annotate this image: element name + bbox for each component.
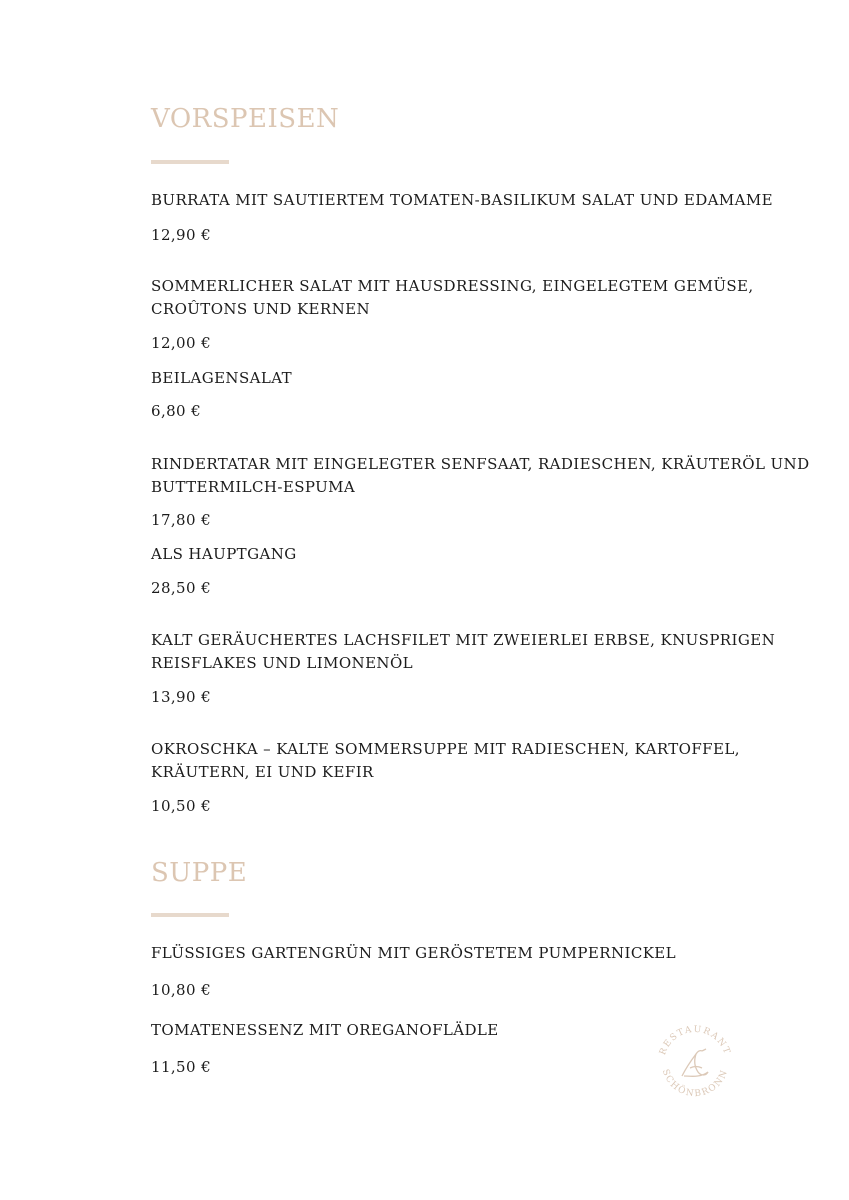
- menu-item-name-cont: CROÛTONS UND KERNEN: [151, 300, 370, 318]
- menu-item-price: 13,90 €: [151, 688, 212, 706]
- menu-item-name: OKROSCHKA – KALTE SOMMERSUPPE MIT RADIESCHEN, KARTOFFEL,: [151, 740, 740, 758]
- menu-item-price: 12,00 €: [151, 334, 212, 352]
- menu-item-price: 6,80 €: [151, 402, 202, 420]
- menu-item-price: 11,50 €: [151, 1058, 212, 1076]
- menu-item-price: 28,50 €: [151, 579, 212, 597]
- stamp-top-text: RESTAURANT: [658, 1024, 732, 1057]
- menu-item-name: RINDERTATAR MIT EINGELEGTER SENFSAAT, RADIESCHEN, KRÄUTERÖL UND: [151, 455, 810, 473]
- menu-item-name: SOMMERLICHER SALAT MIT HAUSDRESSING, EINGELEGTEM GEMÜSE,: [151, 277, 754, 295]
- menu-item-name-cont: KRÄUTERN, EI UND KEFIR: [151, 763, 374, 781]
- menu-item-price: 10,80 €: [151, 981, 212, 999]
- menu-item-price: 10,50 €: [151, 797, 212, 815]
- section-divider: [151, 913, 229, 917]
- section-title-vorspeisen: VORSPEISEN: [151, 104, 340, 134]
- menu-item-name: KALT GERÄUCHERTES LACHSFILET MIT ZWEIERLEI ERBSE, KNUSPRIGEN: [151, 631, 776, 649]
- stamp-svg: [652, 1020, 738, 1106]
- restaurant-stamp-logo: [652, 1020, 738, 1106]
- menu-item-name-cont: REISFLAKES UND LIMONENÖL: [151, 654, 414, 672]
- section-title-suppe: SUPPE: [151, 858, 248, 888]
- menu-item-name: BURRATA MIT SAUTIERTEM TOMATEN-BASILIKUM SALAT UND EDAMAME: [151, 191, 773, 209]
- section-divider: [151, 160, 229, 164]
- menu-item-name-cont: BUTTERMILCH-ESPUMA: [151, 478, 356, 496]
- menu-item-name: TOMATENESSENZ MIT OREGANOFLÄDLE: [151, 1021, 499, 1039]
- menu-item-name: BEILAGENSALAT: [151, 369, 293, 387]
- menu-item-price: 17,80 €: [151, 511, 212, 529]
- menu-item-name: FLÜSSIGES GARTENGRÜN MIT GERÖSTETEM PUMPERNICKEL: [151, 944, 677, 962]
- menu-item-price: 12,90 €: [151, 226, 212, 244]
- stamp-bottom-text: SCHÖNBRONN: [659, 1067, 731, 1100]
- swan-logo-icon: [682, 1049, 708, 1076]
- menu-item-name: ALS HAUPTGANG: [151, 545, 297, 563]
